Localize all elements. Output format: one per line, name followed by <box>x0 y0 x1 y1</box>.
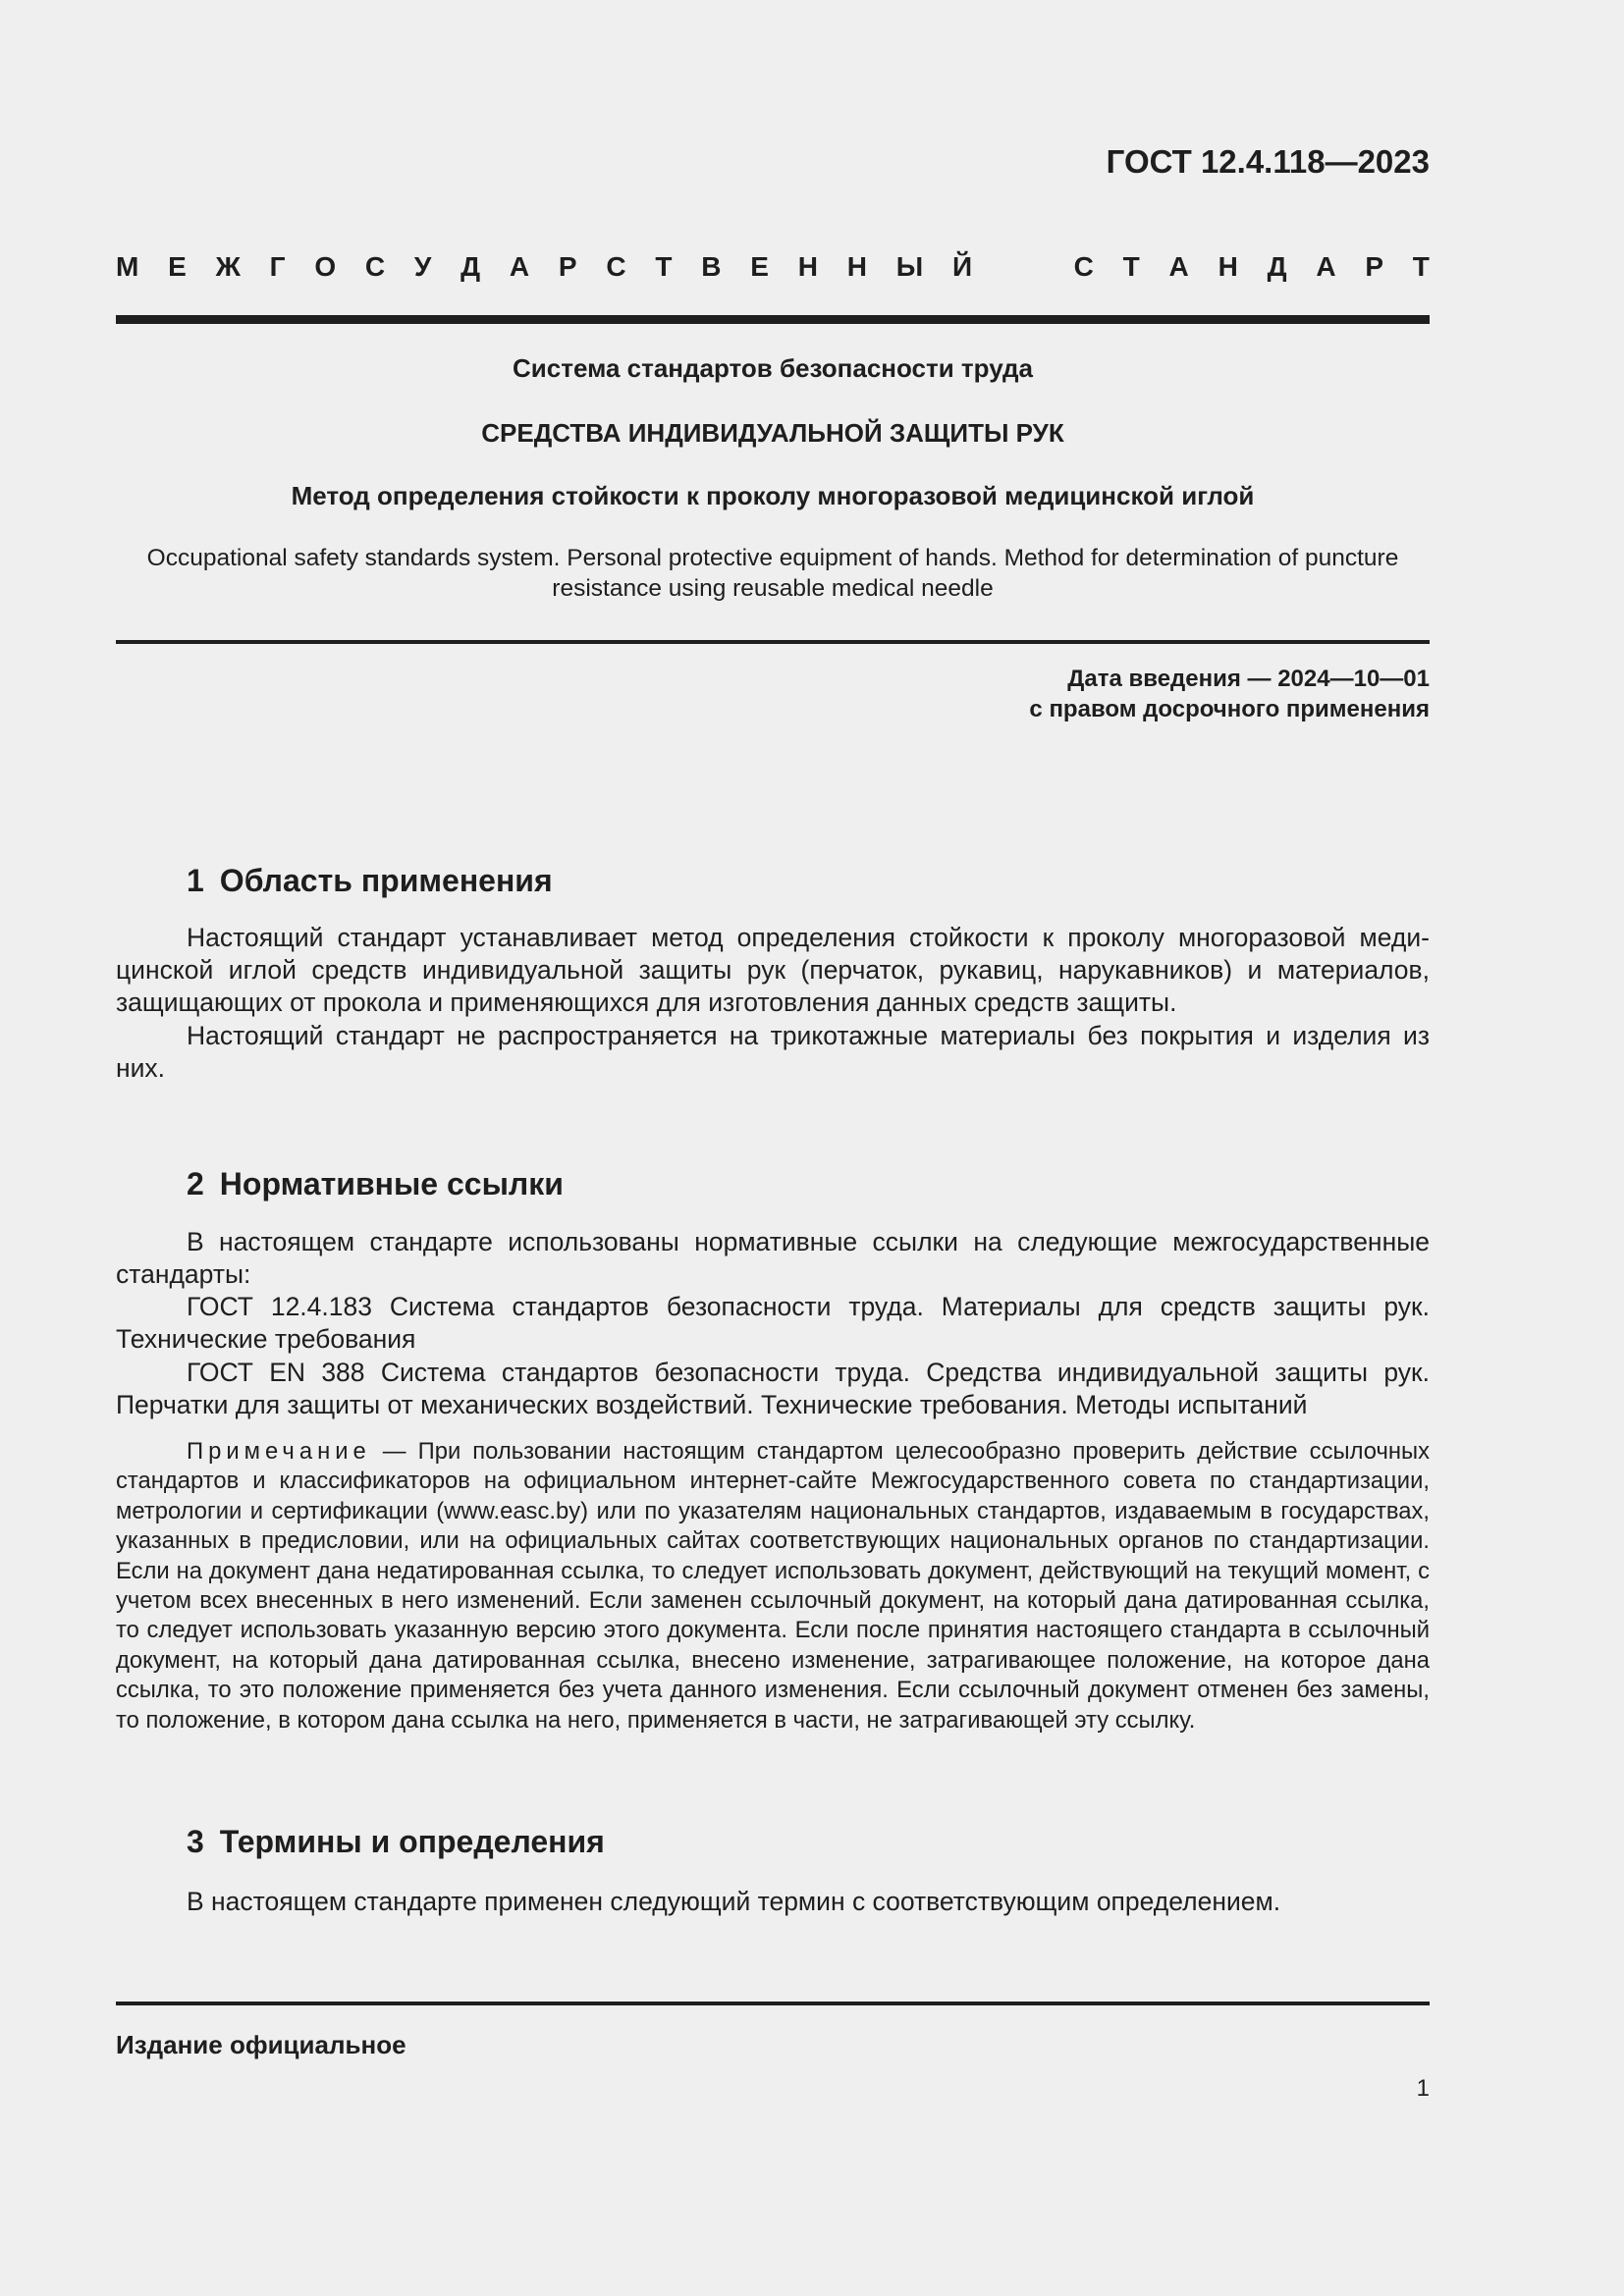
banner-letter: В <box>701 251 722 282</box>
reference-note <box>116 1437 1430 1735</box>
interstate-standard-banner <box>116 251 1430 283</box>
section-title: Нормативные ссылки <box>219 1166 564 1201</box>
section-number: 3 <box>187 1824 204 1859</box>
normative-reference: ГОСТ EN 388 Система стандартов безопасности труда. Средства индивидуальной защиты рук. Перчатки для защиты от механических воздействий. Технические требования. Методы испытаний <box>116 1358 1430 1419</box>
banner-letter: Т <box>1412 251 1430 282</box>
section-paragraph: Настоящий стандарт устанавливает метод определения стойкости к проколу многоразовой медицинской иглой средств индивидуальной защиты рук (перчаток, рукавиц, нарукавников) и материалов, защищающих от прокола и применяющихся для изготовления данных средств защиты. <box>116 923 1430 1017</box>
banner-letter: А <box>509 251 530 282</box>
section-title: Термины и определения <box>219 1824 605 1859</box>
introduction-date: Дата введения — 2024—10—01 <box>1067 666 1430 692</box>
section-paragraph: Настоящий стандарт не распространяется на трикотажные материалы без покрытия и изделия из них. <box>116 1021 1430 1083</box>
banner-letter: Й <box>951 251 973 282</box>
banner-letter: Е <box>168 251 187 282</box>
banner-letter: Н <box>846 251 867 282</box>
banner-letter: М <box>116 251 139 282</box>
section-number: 1 <box>187 863 204 898</box>
section-number: 2 <box>187 1166 204 1201</box>
banner-letter: Ж <box>215 251 241 282</box>
page-number: 1 <box>1416 2075 1430 2102</box>
banner-letter: Т <box>1122 251 1140 282</box>
note-label: Примечание <box>187 1438 371 1465</box>
banner-letter: Н <box>797 251 818 282</box>
introduction-date-block <box>1029 664 1430 724</box>
header-thick-rule <box>116 315 1430 324</box>
section-title: Область применения <box>219 863 553 898</box>
banner-letter: У <box>413 251 432 282</box>
banner-letter: Е <box>750 251 769 282</box>
banner-letter: О <box>314 251 337 282</box>
note-text: — При пользовании настоящим стандартом целесообразно проверить действие ссылочных стандартов и классификаторов на официальном интернет-сайте Межгосударственного совета по стандартизации, метрологии и сертификации (www.easc.by) или по указателям национальных стандартов, издаваемым в государствах, указанных в предисловии, или на официальных сайтах соответствующих национальных органов по стандартизации. Если на документ дана недатированная ссылка, то следует использовать документ, действующий на текущий момент, с учетом всех внесенных в него изменений. Если заменен ссылочный документ, на который дана датированная ссылка, то следует использовать указанную версию этого документа. Если после принятия настоящего стандарта в ссылочный документ, на который дана датированная ссылка, внесено изменение, затрагивающее положение, на которое дана ссылка, то это положение применяется без учета данного изменения. Если ссылочный документ отменен без замены, то положение, в котором дана ссылка на него, применяется в части, не затрагивающей эту ссылку. <box>116 1438 1430 1734</box>
banner-letter: Р <box>558 251 577 282</box>
normative-reference: ГОСТ 12.4.183 Система стандартов безопасности труда. Материалы для средств защиты рук. Технические требования <box>116 1292 1430 1354</box>
sub-title: Метод определения стойкости к проколу многоразовой медицинской иглой <box>291 481 1255 510</box>
section-paragraph: В настоящем стандарте применен следующий термин с соответствующим определением. <box>187 1887 1281 1916</box>
banner-letter: Т <box>655 251 673 282</box>
banner-letter: Д <box>1267 251 1287 282</box>
footer-rule <box>116 2002 1430 2005</box>
section-heading <box>187 863 553 899</box>
banner-letter: Д <box>460 251 481 282</box>
banner-letter: Н <box>1218 251 1238 282</box>
banner-letter: Ы <box>895 251 924 282</box>
section-paragraph: В настоящем стандарте использованы нормативные ссылки на следующие межгосударственные стандарты: <box>116 1227 1430 1289</box>
banner-letter: С <box>1073 251 1094 282</box>
standard-designation: ГОСТ 12.4.118—2023 <box>1106 143 1430 180</box>
official-edition-label: Издание официальное <box>116 2030 406 2059</box>
main-title: СРЕДСТВА ИНДИВИДУАЛЬНОЙ ЗАЩИТЫ РУК <box>481 418 1064 448</box>
banner-word-gap <box>1001 251 1045 283</box>
section-heading <box>187 1824 605 1860</box>
banner-letter: А <box>1316 251 1336 282</box>
title-divider-rule <box>116 640 1430 644</box>
banner-letter: А <box>1168 251 1189 282</box>
system-title: Система стандартов безопасности труда <box>513 353 1033 383</box>
english-title: Occupational safety standards system. Personal protective equipment of hands. Method for determination of puncture resistance using reusable medical needle <box>146 545 1399 602</box>
banner-letter: С <box>606 251 626 282</box>
banner-letter: С <box>364 251 386 282</box>
banner-letter: Г <box>269 251 286 282</box>
early-application-note: с правом досрочного применения <box>1029 696 1430 722</box>
section-heading <box>187 1166 564 1202</box>
banner-letter: Р <box>1365 251 1384 282</box>
